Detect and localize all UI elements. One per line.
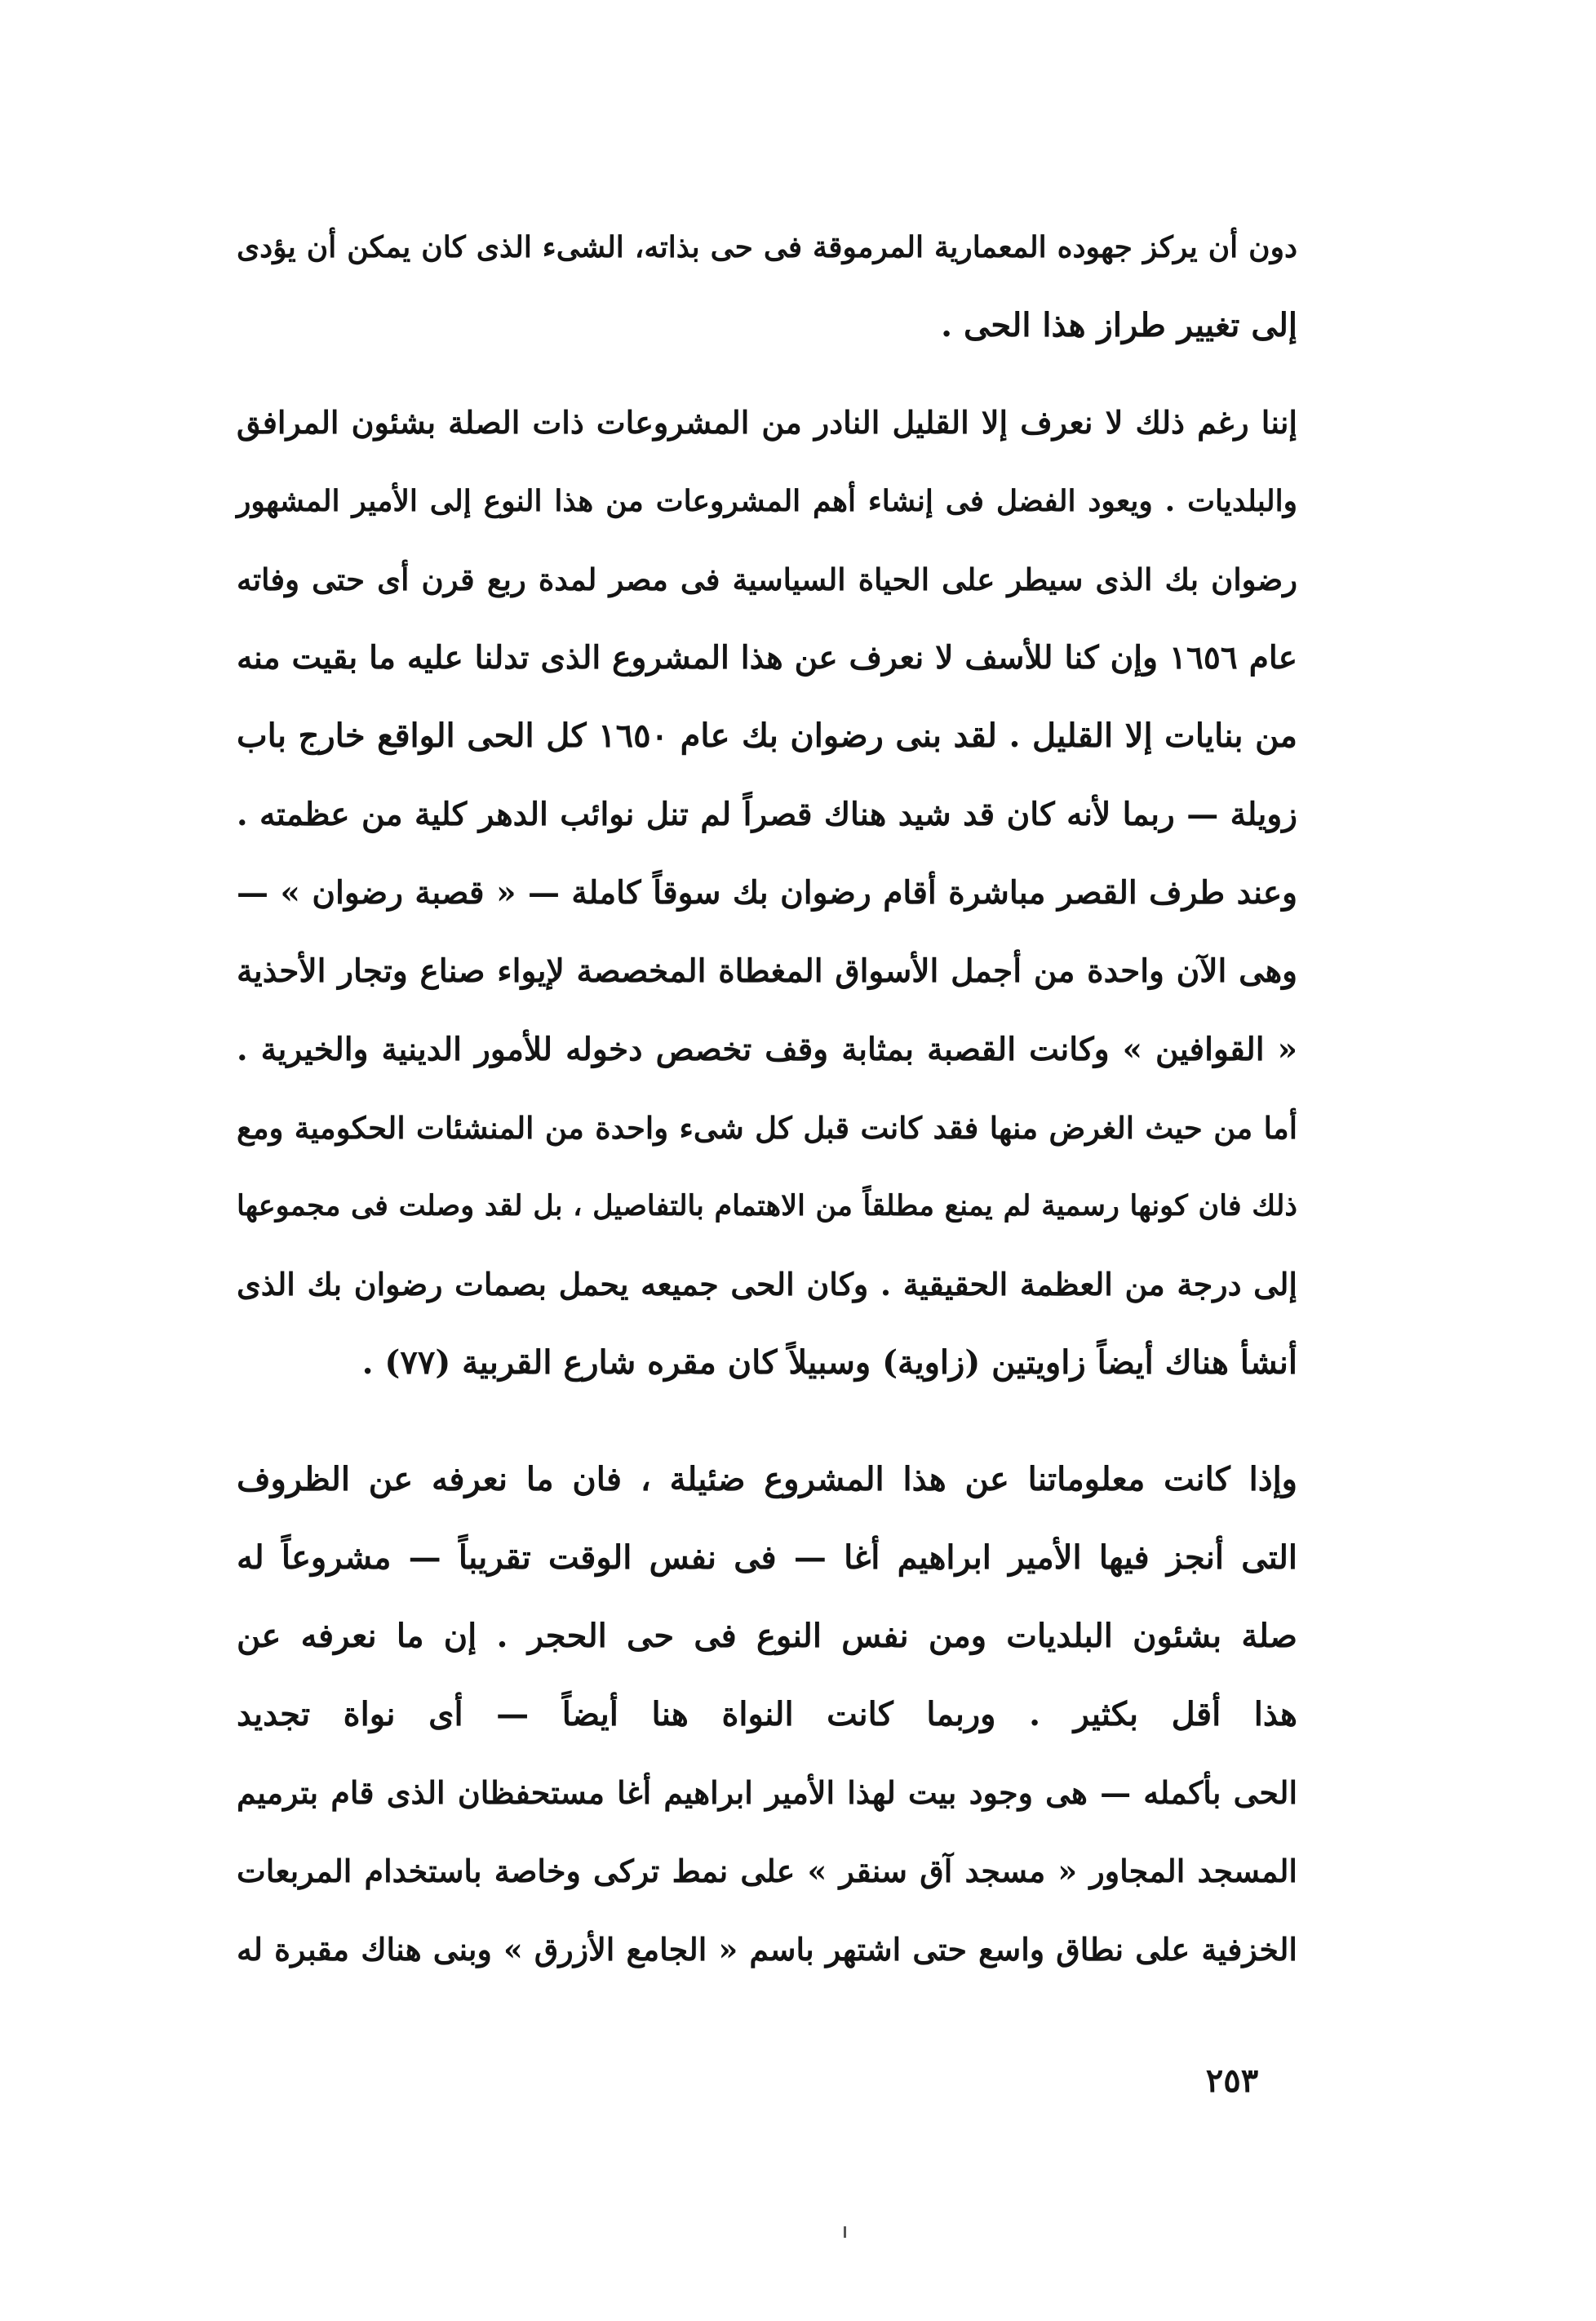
text-line: التى أنجز فيها الأمير ابراهيم أغا — فى نفس الوقت تقريباً — مشروعاً له	[237, 1538, 1297, 1577]
text-line: وإذا كانت معلوماتنا عن هذا المشروع ضئيلة ، فان ما نعرفه عن الظروف	[237, 1460, 1297, 1498]
text-line: ذلك فان كونها رسمية لم يمنع مطلقاً من الاهتمام بالتفاصيل ، بل لقد وصلت فى مجموعها	[237, 1189, 1297, 1223]
text-line: صلة بشئون البلديات ومن نفس النوع فى حى الحجر . إن ما نعرفه عن	[237, 1617, 1297, 1655]
text-line: إلى تغيير طراز هذا الحى .	[941, 306, 1297, 344]
text-line: « القوافين » وكانت القصبة بمثابة وقف تخصص دخوله للأمور الدينية والخيرية .	[237, 1031, 1297, 1068]
text-line: الخزفية على نطاق واسع حتى اشتهر باسم « الجامع الأزرق » وبنى هناك مقبرة له	[237, 1931, 1297, 1968]
text-line: الحى بأكمله — هى وجود بيت لهذا الأمير ابراهيم أغا مستحفظان الذى قام بترميم	[237, 1774, 1297, 1811]
text-line: وعند طرف القصر مباشرة أقام رضوان بك سوقاً كاملة — « قصبة رضوان » —	[237, 874, 1297, 912]
text-line: هذا أقل بكثير . وربما كانت النواة هنا أيضاً — أى نواة تجديد	[237, 1695, 1297, 1733]
text-line: والبلديات . ويعود الفضل فى إنشاء أهم المشروعات من هذا النوع إلى الأمير المشهور	[237, 484, 1297, 518]
text-line: أنشأ هناك أيضاً زاويتين (زاوية) وسبيلاً كان مقره شارع القربية (٧٧) .	[361, 1343, 1297, 1382]
paragraph-3	[237, 1440, 1297, 1989]
text-line: دون أن يركز جهوده المعمارية المرموقة فى حى بذاته، الشىء الذى كان يمكن أن يؤدى	[237, 230, 1297, 264]
text-line: أما من حيث الغرض منها فقد كانت قبل كل شىء واحدة من المنشئات الحكومية ومع	[237, 1110, 1297, 1146]
text-line: زويلة — ربما لأنه كان قد شيد هناك قصراً لم تنل نوائب الدهر كلية من عظمته .	[237, 796, 1297, 833]
page-number: ٢٥٣	[1205, 2061, 1259, 2100]
paragraph-1	[237, 208, 1297, 365]
text-line: وهى الآن واحدة من أجمل الأسواق المغطاة المخصصة لإيواء صناع وتجار الأحذية	[237, 952, 1297, 990]
text-line: إلى درجة من العظمة الحقيقية . وكان الحى جميعه يحمل بصمات رضوان بك الذى	[237, 1266, 1297, 1303]
text-line: من بنايات إلا القليل . لقد بنى رضوان بك عام ١٦٥٠ كل الحى الواقع خارج باب	[237, 717, 1297, 755]
text-line: إننا رغم ذلك لا نعرف إلا القليل النادر من المشروعات ذات الصلة بشئون المرافق	[237, 404, 1297, 441]
scan-speck	[844, 2226, 846, 2238]
text-line: عام ١٦٥٦ وإن كنا للأسف لا نعرف عن هذا المشروع الذى تدلنا عليه ما بقيت منه	[237, 639, 1297, 677]
text-line: رضوان بك الذى سيطر على الحياة السياسية فى مصر لمدة ربع قرن أى حتى وفاته	[237, 561, 1297, 597]
paragraph-2	[237, 384, 1297, 1402]
text-line: المسجد المجاور « مسجد آق سنقر » على نمط تركى وخاصة باستخدام المربعات	[237, 1853, 1297, 1889]
